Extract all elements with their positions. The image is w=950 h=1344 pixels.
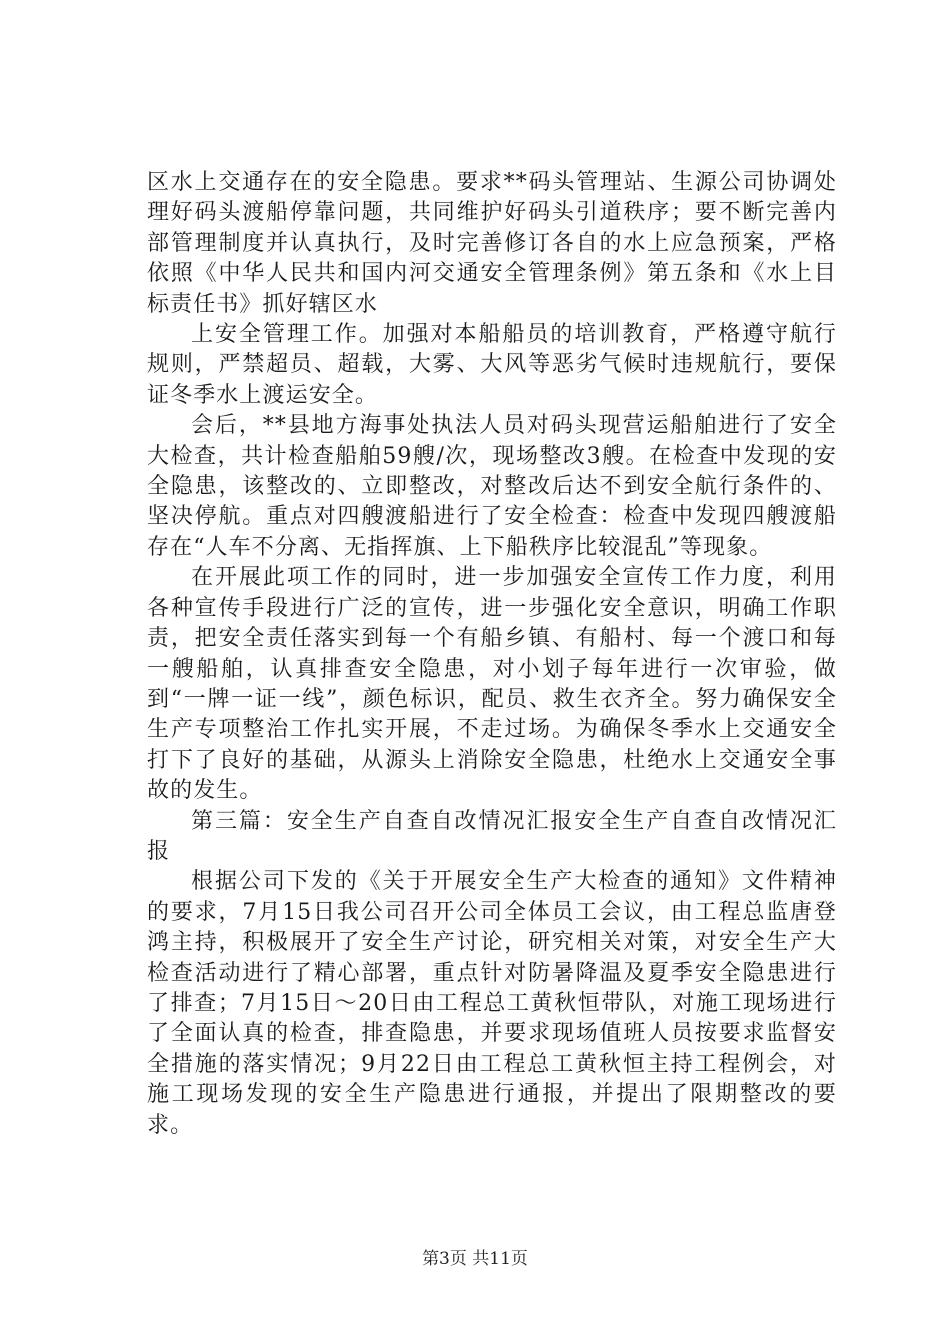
document-body [147, 168, 837, 1141]
paragraph-safety-management: 上安全管理工作。加强对本船船员的培训教育，严格遵守航行规则，严禁超员、超载，大雾、大风等恶劣气候时违规航行，要保证冬季水上渡运安全。 [147, 322, 837, 408]
paragraph-company-self-inspection: 根据公司下发的《关于开展安全生产大检查的通知》文件精神的要求，7月15日我公司召开公司全体员工会议，由工程总监唐登鸿主持，积极展开了安全生产讨论，研究相关对策，对安全生产大检查活动进行了精心部署，重点针对防暑降温及夏季安全隐患进行了排查；7月15日～20日由工程总工黄秋恒带队，对施工现场进行了全面认真的检查，排查隐患，并要求现场值班人员按要求监督安全措施的落实情况；9月22日由工程总工黄秋恒主持工程例会，对施工现场发现的安全生产隐患进行通报，并提出了限期整改的要求。 [147, 869, 837, 1138]
section-heading-part-three: 第三篇：安全生产自查自改情况汇报安全生产自查自改情况汇报 [147, 808, 837, 864]
page-number-footer: 第3页 共11页 [422, 1249, 528, 1269]
paragraph-continuation: 区水上交通存在的安全隐患。要求**码头管理站、生源公司协调处理好码头渡船停靠问题，共同维护好码头引道秩序；要不断完善内部管理制度并认真执行，及时完善修订各自的水上应急预案，严格依照《中华人民共和国内河交通安全管理条例》第五条和《水上目标责任书》抓好辖区水 [147, 170, 837, 317]
paragraph-inspection-results: 会后，**县地方海事处执法人员对码头现营运船舶进行了安全大检查，共计检查船舶59艘/次，现场整改3艘。在检查中发现的安全隐患，该整改的、立即整改，对整改后达不到安全航行条件的、坚决停航。重点对四艘渡船进行了安全检查：检查中发现四艘渡船存在“人车不分离、无指挥旗、上下船秩序比较混乱”等现象。 [147, 413, 837, 560]
paragraph-publicity-work: 在开展此项工作的同时，进一步加强安全宣传工作力度，利用各种宣传手段进行广泛的宣传，进一步强化安全意识，明确工作职责，把安全责任落实到每一个有船乡镇、有船村、每一个渡口和每一艘船舶，认真排查安全隐患，对小划子每年进行一次审验，做到“一牌一证一线”，颜色标识，配员、救生衣齐全。努力确保安全生产专项整治工作扎实开展，不走过场。为确保冬季水上交通安全打下了良好的基础，从源头上消除安全隐患，杜绝水上交通安全事故的发生。 [147, 565, 837, 804]
